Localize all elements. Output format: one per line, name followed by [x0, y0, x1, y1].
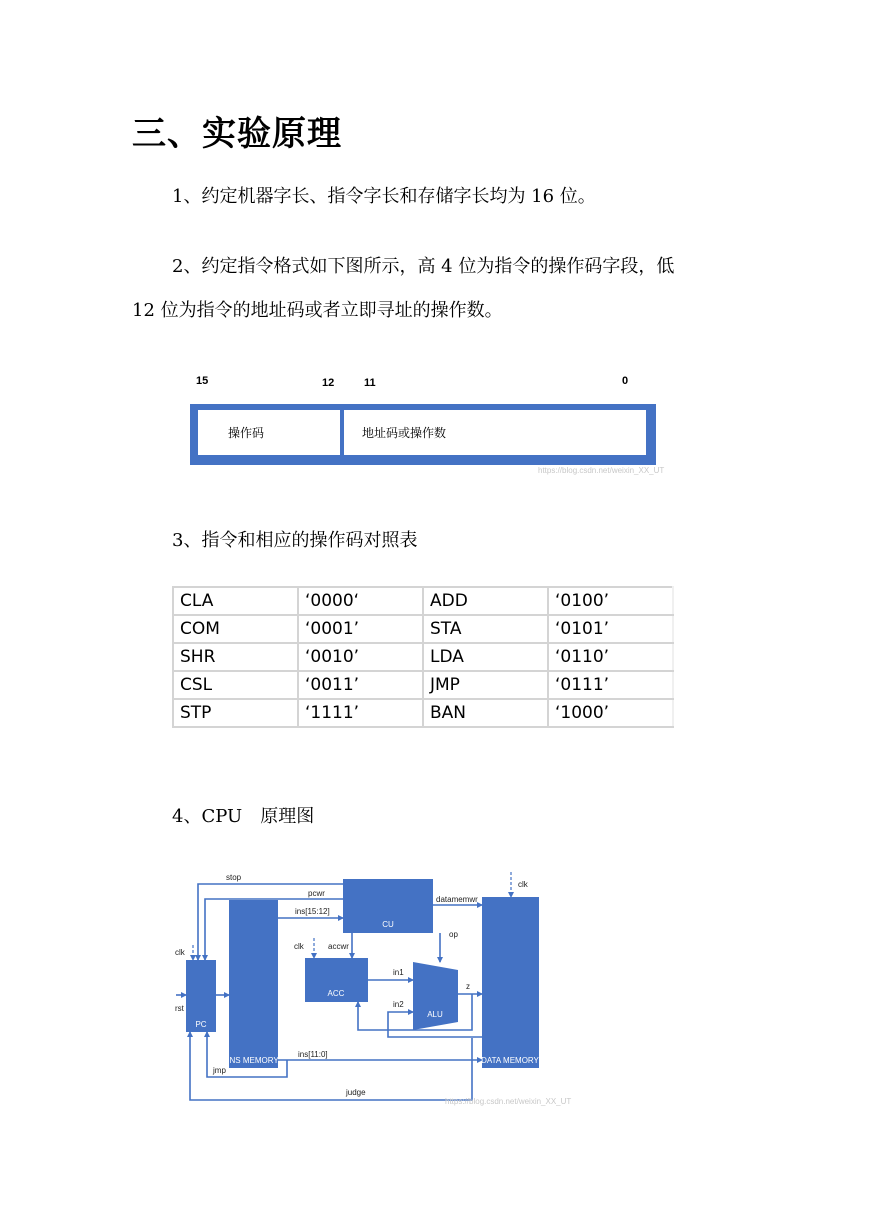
mnemonic-cell: ADD — [423, 587, 548, 615]
opcode-cell: ‘0010’ — [298, 643, 423, 671]
acc-label: ACC — [327, 989, 345, 998]
signal-jmp-label: jmp — [213, 1066, 226, 1075]
opcode-cell: ‘0000‘ — [298, 587, 423, 615]
table-row — [173, 615, 673, 643]
mnemonic-cell: LDA — [423, 643, 548, 671]
signal-clk-dm-label: clk — [518, 880, 528, 889]
cpu-diagram — [170, 860, 550, 1110]
signal-judge-label: judge — [346, 1088, 366, 1097]
data-memory-block — [482, 897, 539, 1068]
signal-in1-label: in1 — [393, 968, 404, 977]
bit-label-15: 15 — [196, 375, 209, 387]
mnemonic-cell: SHR — [173, 643, 298, 671]
mnemonic-cell: CSL — [173, 671, 298, 699]
mnemonic-cell: BAN — [423, 699, 548, 727]
item-format-line1: 2、约定指令格式如下图所示，高 4 位为指令的操作码字段，低 — [172, 256, 675, 277]
signal-ins-lo-label: ins[11:0] — [298, 1050, 328, 1059]
mnemonic-cell: JMP — [423, 671, 548, 699]
alu-label: ALU — [427, 1010, 443, 1019]
cu-label: CU — [382, 920, 394, 929]
ins-memory-label: INS MEMORY — [227, 1056, 279, 1065]
format-watermark: https://blog.csdn.net/weixin_XX_UT — [538, 466, 665, 475]
opcode-cell: ‘0001’ — [298, 615, 423, 643]
mnemonic-cell: COM — [173, 615, 298, 643]
opcode-cell: ‘1111’ — [298, 699, 423, 727]
mnemonic-cell: CLA — [173, 587, 298, 615]
opcode-cell: ‘0100’ — [548, 587, 673, 615]
opcode-table — [172, 586, 674, 728]
instruction-format-box — [190, 404, 656, 465]
opcode-field: 操作码 — [198, 410, 340, 455]
signal-ins-hi-label: ins[15:12] — [295, 907, 330, 916]
signal-pcwr-label: pcwr — [308, 889, 325, 898]
opcode-cell: ‘0101’ — [548, 615, 673, 643]
data-memory-label: DATA MEMORY — [481, 1056, 539, 1065]
signal-z-label: z — [466, 982, 470, 991]
bit-label-12: 12 — [322, 377, 335, 389]
opcode-cell: ‘1000’ — [548, 699, 673, 727]
signal-accwr-label: accwr — [328, 942, 349, 951]
diagram-watermark: https://blog.csdn.net/weixin_XX_UT — [445, 1097, 572, 1106]
table-row — [173, 643, 673, 671]
item-format-line2: 12 位为指令的地址码或者立即寻址的操作数。 — [132, 300, 503, 321]
opcode-cell: ‘0011’ — [298, 671, 423, 699]
item-word-length: 1、约定机器字长、指令字长和存储字长均为 16 位。 — [172, 186, 596, 207]
bit-label-0: 0 — [622, 375, 629, 387]
mnemonic-cell: STA — [423, 615, 548, 643]
table-row — [173, 699, 673, 727]
signal-clk-acc-label: clk — [294, 942, 304, 951]
signal-rst-label: rst — [175, 1004, 184, 1013]
address-field: 地址码或操作数 — [344, 410, 646, 455]
item-cpu-caption: 4、CPU 原理图 — [172, 806, 315, 827]
signal-datamemwr-label: datamemwr — [436, 895, 478, 904]
table-row — [173, 587, 673, 615]
opcode-cell: ‘0111’ — [548, 671, 673, 699]
item-opcode-table-caption: 3、指令和相应的操作码对照表 — [172, 530, 418, 551]
pc-label: PC — [195, 1020, 207, 1029]
opcode-cell: ‘0110’ — [548, 643, 673, 671]
signal-in2-label: in2 — [393, 1000, 404, 1009]
section-heading: 三、实验原理 — [132, 114, 342, 154]
bit-label-11: 11 — [364, 377, 376, 389]
table-row — [173, 671, 673, 699]
signal-clk-pc-label: clk — [175, 948, 185, 957]
signal-stop-label: stop — [226, 873, 242, 882]
mnemonic-cell: STP — [173, 699, 298, 727]
ins-memory-block — [229, 900, 278, 1068]
signal-op-label: op — [449, 930, 458, 939]
alu-block — [413, 962, 458, 1030]
